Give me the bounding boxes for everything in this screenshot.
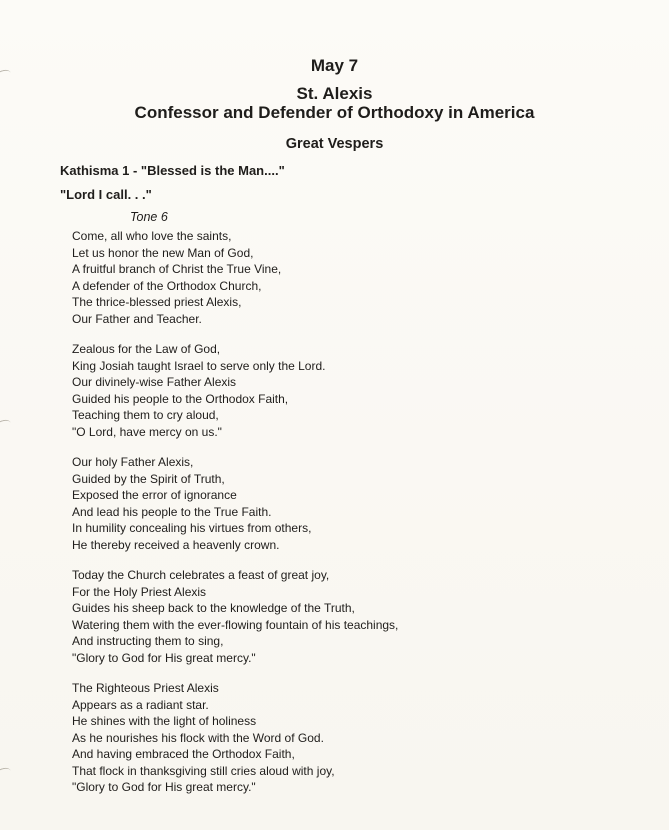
hymn-line: Guided by the Spirit of Truth, (72, 471, 225, 486)
hymn-line: The Righteous Priest Alexis (72, 681, 219, 695)
hymn-line: "Glory to God for His great mercy." (72, 650, 256, 665)
lord-i-call-rubric: "Lord I call. . ." (60, 187, 152, 202)
hymn-line: "Glory to God for His great mercy." (72, 780, 256, 794)
sticheron (72, 341, 632, 440)
hymn-line: He shines with the light of holiness (72, 714, 257, 728)
hymn-line: Guided his people to the Orthodox Faith, (72, 391, 289, 406)
hymn-line: Guides his sheep back to the knowledge of the Truth, (72, 601, 355, 615)
hymn-line: Watering them with the ever-flowing fountain of his teachings, (72, 617, 399, 632)
hymn-line: A fruitful branch of Christ the True Vine, (72, 262, 282, 276)
kathisma-rubric: Kathisma 1 - "Blessed is the Man...." (60, 163, 285, 178)
hymn-line: Zealous for the Law of God, (72, 342, 221, 356)
hymn-line: For the Holy Priest Alexis (72, 584, 207, 599)
saint-title: Confessor and Defender of Orthodoxy in America (134, 103, 535, 122)
hymn-line: Appears as a radiant star. (72, 697, 209, 712)
hymn-line: He thereby received a heavenly crown. (72, 537, 280, 552)
punch-hole-mark (0, 767, 12, 779)
sticheron (72, 228, 632, 327)
hymn-line: Come, all who love the saints, (72, 229, 232, 243)
hymn-line: Our divinely-wise Father Alexis (72, 375, 237, 389)
hymn-line: And instructing them to sing, (72, 634, 224, 648)
hymn-line: Our holy Father Alexis, (72, 455, 194, 469)
hymn-line: King Josiah taught Israel to serve only the Lord. (72, 358, 326, 373)
hymn-line: The thrice-blessed priest Alexis, (72, 295, 242, 309)
hymn-line: A defender of the Orthodox Church, (72, 278, 262, 293)
hymn-line: And lead his people to the True Faith. (72, 504, 272, 519)
sticheron (72, 567, 632, 666)
sticheron (72, 680, 632, 796)
hymn-line: Today the Church celebrates a feast of great joy, (72, 568, 330, 582)
service-name: Great Vespers (285, 136, 384, 152)
hymn-line: As he nourishes his flock with the Word of God. (72, 730, 324, 745)
stichera-body (72, 228, 632, 810)
hymn-line: Teaching them to cry aloud, (72, 408, 219, 422)
hymn-line: In humility concealing his virtues from others, (72, 521, 312, 535)
feast-date: May 7 (310, 56, 359, 75)
hymn-line: Our Father and Teacher. (72, 311, 202, 326)
saint-name: St. Alexis (296, 84, 373, 103)
punch-hole-mark (0, 419, 12, 431)
hymn-line: And having embraced the Orthodox Faith, (72, 747, 295, 761)
hymn-line: Let us honor the new Man of God, (72, 245, 254, 260)
tone-label: Tone 6 (130, 210, 168, 224)
hymn-line: "O Lord, have mercy on us." (72, 424, 222, 439)
hymn-line: That flock in thanksgiving still cries aloud with joy, (72, 763, 335, 778)
sticheron (72, 454, 632, 553)
hymn-line: Exposed the error of ignorance (72, 488, 237, 502)
